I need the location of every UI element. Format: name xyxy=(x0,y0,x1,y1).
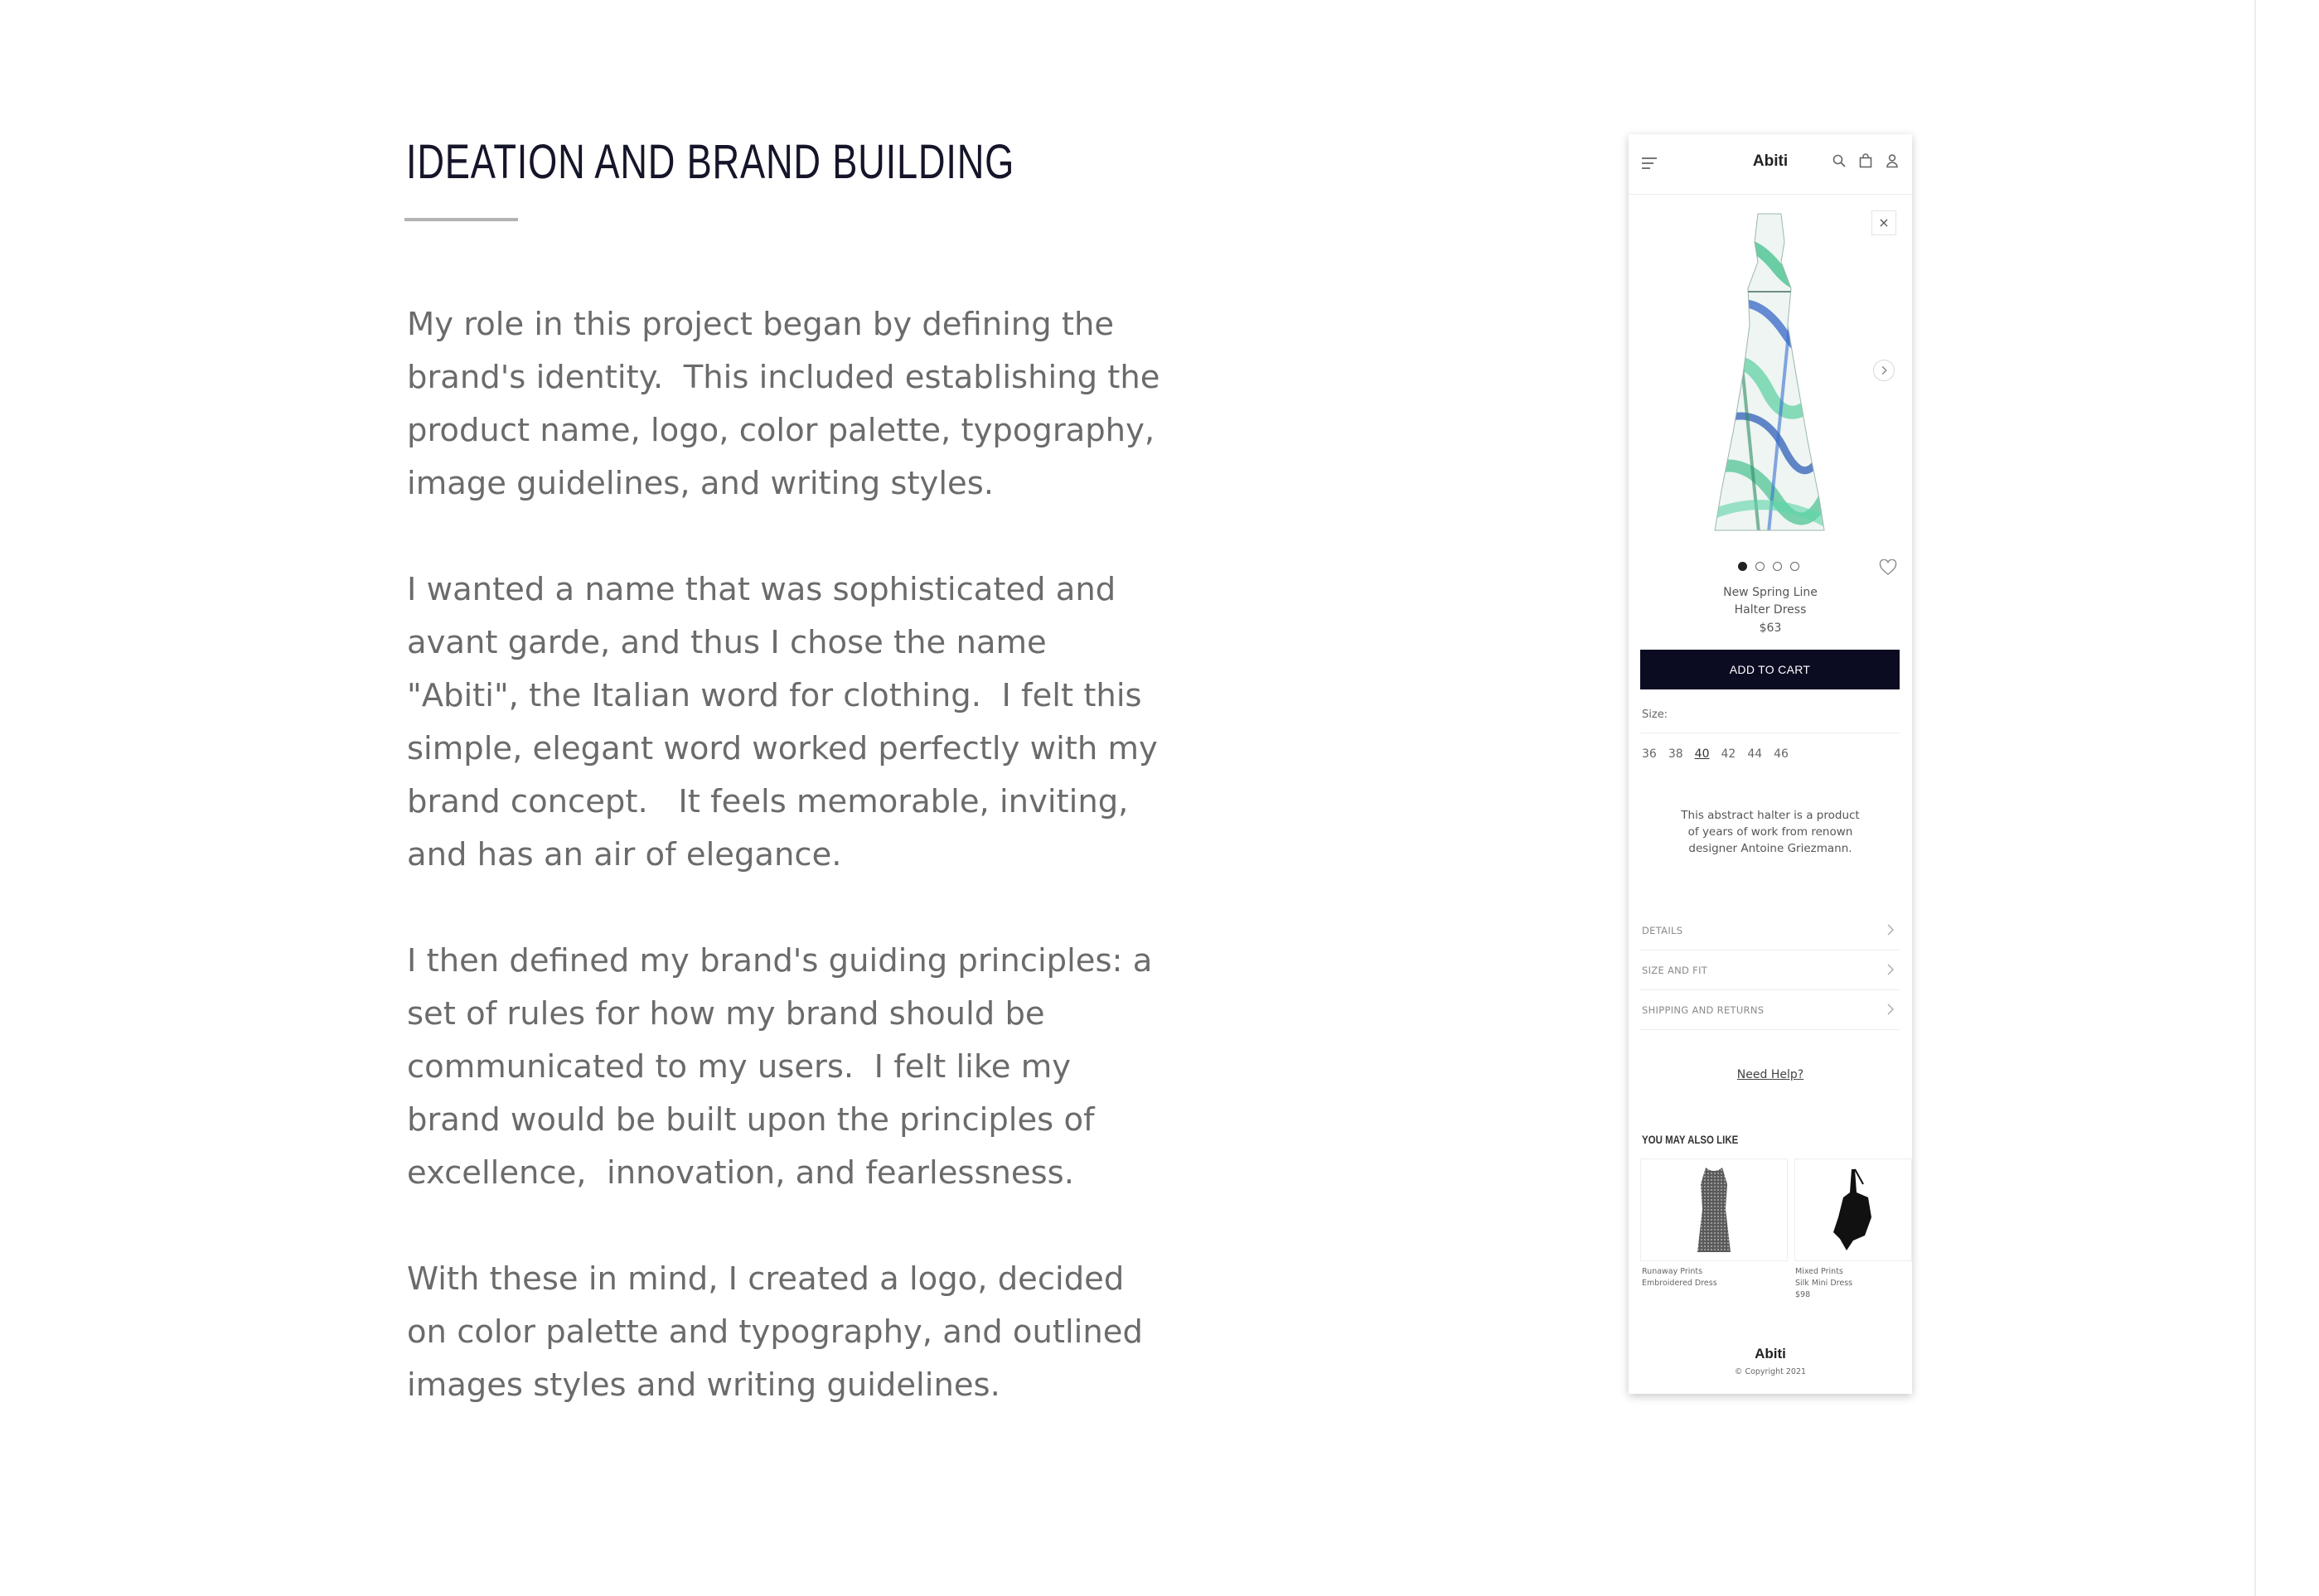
search-icon[interactable] xyxy=(1832,153,1847,168)
product-name: Halter Dress xyxy=(1734,603,1807,617)
product-image-halter-dress[interactable] xyxy=(1710,209,1829,540)
body-text xyxy=(407,298,1169,1465)
chevron-right-icon xyxy=(1886,1003,1895,1016)
title-underline xyxy=(404,218,518,221)
product-image-silk-mini-dress xyxy=(1795,1159,1911,1260)
carousel-dot[interactable] xyxy=(1790,562,1799,571)
size-option-40[interactable]: 40 xyxy=(1694,747,1710,761)
size-option-38[interactable]: 38 xyxy=(1668,747,1683,761)
size-option-42[interactable]: 42 xyxy=(1721,747,1736,761)
recommended-product-card[interactable] xyxy=(1640,1158,1788,1261)
carousel-dot[interactable] xyxy=(1773,562,1782,571)
carousel-dot[interactable] xyxy=(1738,562,1747,571)
product-price: $63 xyxy=(1759,621,1782,635)
recommended-product-card[interactable] xyxy=(1794,1158,1912,1261)
product-image-embroidered-dress xyxy=(1641,1159,1787,1260)
recommended-product-name xyxy=(1795,1266,1852,1301)
accordion-shipping-and-returns[interactable] xyxy=(1640,989,1900,1030)
mockup-header xyxy=(1629,134,1912,195)
footer-logo: Abiti xyxy=(1755,1346,1786,1361)
accordion-details[interactable] xyxy=(1640,910,1900,950)
paragraph-logo: With these in mind, I created a logo, decided on color palette and typography, and outlined images styles and writing guidelines. xyxy=(407,1260,1143,1404)
size-option-36[interactable]: 36 xyxy=(1642,747,1657,761)
chevron-right-icon xyxy=(1886,963,1895,976)
product-description: This abstract halter is a product of years of work from renown designer Antoine Griezmann. xyxy=(1681,809,1860,855)
recommendations-title: YOU MAY ALSO LIKE xyxy=(1642,1133,1739,1146)
mockup-logo[interactable]: Abiti xyxy=(1752,152,1789,170)
chevron-right-icon xyxy=(1886,923,1895,936)
section-title: IDEATION AND BRAND BUILDING xyxy=(406,135,1015,189)
page-edge-divider xyxy=(2254,0,2256,1596)
heart-icon[interactable] xyxy=(1879,559,1897,576)
paragraph-role: My role in this project began by defining the brand's identity. This included establishing the product name, logo, color palette, typography, image guidelines, and writing styles. xyxy=(407,306,1160,502)
product-caption: Mixed Prints Silk Mini Dress xyxy=(1795,1267,1853,1288)
size-label: Size: xyxy=(1642,709,1668,721)
recommended-product-name xyxy=(1642,1266,1717,1289)
paragraph-principles: I then defined my brand's guiding principles: a set of rules for how my brand should be communicated to my users. I felt like my brand would be built upon the principles of excellence, innovation, and fearlessness. xyxy=(407,942,1153,1192)
add-to-cart-button[interactable]: ADD TO CART xyxy=(1640,650,1900,689)
size-option-44[interactable]: 44 xyxy=(1747,747,1763,761)
product-caption-price: $98 xyxy=(1795,1290,1811,1299)
product-line: New Spring Line xyxy=(1723,586,1818,599)
bag-icon[interactable] xyxy=(1858,153,1873,168)
product-caption: Runaway Prints Embroidered Dress xyxy=(1642,1267,1717,1288)
accordion-label: DETAILS xyxy=(1642,925,1683,936)
accordion-label: SHIPPING AND RETURNS xyxy=(1642,1004,1765,1016)
paragraph-name: I wanted a name that was sophisticated and avant garde, and thus I chose the name "Abiti", the Italian word for clothing. I felt this simple, elegant word worked perfectly with my brand concept. It feels memorable, inviting, and has an air of elegance. xyxy=(407,571,1158,873)
carousel-dot[interactable] xyxy=(1755,562,1765,571)
user-icon[interactable] xyxy=(1885,153,1900,168)
size-option-46[interactable]: 46 xyxy=(1774,747,1789,761)
accordion-label: SIZE AND FIT xyxy=(1642,965,1708,976)
size-options xyxy=(1642,747,1789,761)
mobile-product-mockup xyxy=(1629,134,1912,1394)
chevron-right-icon[interactable] xyxy=(1873,360,1895,381)
need-help-link[interactable]: Need Help? xyxy=(1736,1068,1804,1081)
close-icon[interactable]: × xyxy=(1871,210,1896,235)
footer-copyright: © Copyright 2021 xyxy=(1734,1367,1807,1376)
carousel-dots xyxy=(1738,562,1799,571)
accordion-size-and-fit[interactable] xyxy=(1640,950,1900,990)
